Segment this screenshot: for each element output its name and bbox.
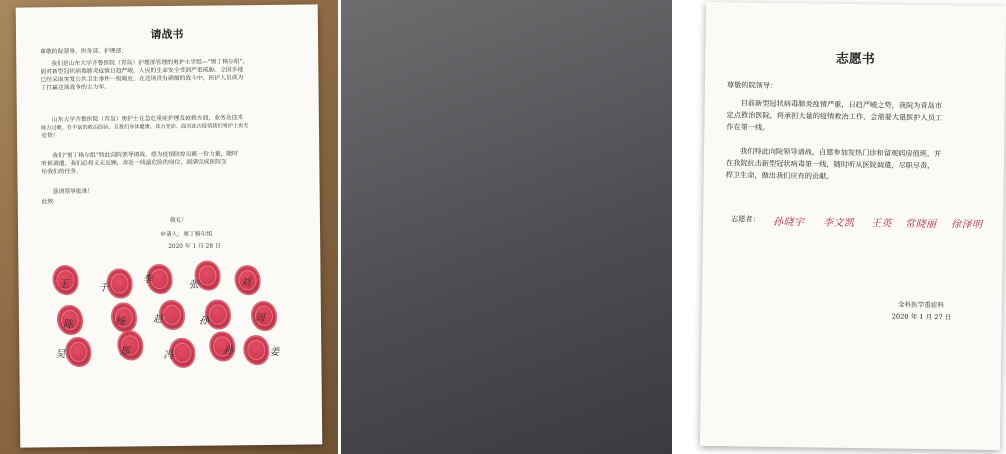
red-fingerprint bbox=[243, 335, 269, 365]
petition-para1-line: 已经采取突发公共卫生事件一级响应。在这场没有硝烟的战斗中，医护人员成为 bbox=[40, 75, 244, 84]
handwritten-signature: 姜 bbox=[269, 346, 280, 358]
photo-right-volunteer-letter bbox=[341, 0, 983, 454]
handwritten-signature: 杨 bbox=[114, 316, 126, 328]
handwritten-signature: 王 bbox=[58, 279, 69, 291]
red-fingerprint bbox=[65, 337, 91, 367]
volunteer-date: 2020 年 1 月 27 日 bbox=[891, 312, 952, 322]
red-fingerprint bbox=[106, 268, 132, 298]
handwritten-signature: 郑 bbox=[119, 346, 130, 358]
petition-para2-line: 山东大学齐鲁医院（青岛）男护士在急危重症护理及抢救方面，业务及技术 bbox=[51, 115, 244, 124]
volunteer-signature: 徐泽明 bbox=[950, 219, 983, 231]
volunteer-salutation: 尊敬的院领导： bbox=[726, 80, 778, 90]
petition-para3-line: 听候调遣，我们必将义无反顾，奔赴一线最危险的岗位，圆满完成医院交 bbox=[41, 159, 227, 168]
petition-para3-line: 我们“男丁格尔组”特此向院领导请战，愿为疫情防控贡献一份力量，随时 bbox=[52, 151, 238, 160]
volunteer-para1-line: 目前新型冠状病毒肺炎疫情严重，日趋严峻之势，我院为青岛市 bbox=[740, 98, 943, 111]
handwritten-signature: 刘 bbox=[240, 277, 251, 289]
volunteer-department: 全科医学重症科 bbox=[897, 300, 945, 310]
petition-para2-line: 旁贷！ bbox=[41, 133, 59, 140]
handwritten-signature: 张 bbox=[188, 279, 199, 291]
petition-closing-2: 此致 bbox=[41, 199, 54, 206]
petition-applicant: 申请人：男丁格尔组 bbox=[160, 231, 213, 239]
petition-para2-line: 能力过硬，有丰富的救治经验，且我们身体健康、体力充沛，面对此次疫情我们男护士责无 bbox=[40, 123, 249, 132]
petition-salute: 敬礼！ bbox=[169, 217, 188, 224]
petition-para1-line: 我们是山东大学齐鲁医院（青岛）护理部管理的男护士学组—“男丁格尔组”， bbox=[51, 59, 249, 68]
handwritten-signature: 孙 bbox=[198, 315, 210, 327]
handwritten-signature: 陈 bbox=[62, 319, 74, 331]
handwritten-signature: 吴 bbox=[55, 349, 66, 361]
volunteers-label: 志愿者： bbox=[731, 214, 760, 224]
volunteer-para2-line: 在我院抗击新型冠状病毒第一线，随时听从医院调遣，尽职尽责， bbox=[725, 158, 935, 171]
volunteer-signature: 孙晓宇 bbox=[772, 216, 805, 229]
photo-left-petition bbox=[0, 0, 338, 454]
volunteer-signature: 常晓丽 bbox=[904, 218, 937, 231]
petition-salutation: 尊敬的院领导、医务部、护理部： bbox=[40, 48, 128, 56]
volunteer-para1-line: 定点救治医院，将承担大量的疫情救治工作，会需要大量医护人员工 bbox=[726, 110, 943, 123]
petition-title: 请战书 bbox=[150, 27, 184, 42]
handwritten-signature: 孙 bbox=[223, 345, 234, 357]
petition-para1-line: 了打赢这场战争的主力军。 bbox=[40, 84, 111, 92]
handwritten-signature: 周 bbox=[254, 313, 266, 325]
petition-closing: 恳请领导批准！ bbox=[52, 188, 94, 196]
volunteer-signature: 李文凯 bbox=[822, 217, 855, 230]
volunteer-title: 志愿书 bbox=[835, 51, 875, 68]
petition-letter-paper bbox=[16, 4, 323, 447]
volunteer-signature: 王英 bbox=[870, 218, 893, 230]
volunteer-para2-line: 捍卫生命，做出我们应有的贡献。 bbox=[725, 170, 834, 181]
volunteer-letter-paper bbox=[700, 2, 1006, 450]
petition-para3-line: 给我们的任务。 bbox=[41, 168, 83, 176]
petition-para1-line: 面对新型冠状病毒肺炎疫情日趋严峻，人民的生命安全受到严重威胁。全国多地 bbox=[40, 67, 244, 76]
handwritten-signature: 于 bbox=[98, 282, 109, 294]
volunteer-para1-line: 作在第一线。 bbox=[726, 122, 770, 132]
handwritten-signature: 赵 bbox=[152, 314, 164, 326]
handwritten-signature: 冯 bbox=[163, 349, 174, 362]
petition-date: 2020 年 1 月 28 日 bbox=[168, 243, 221, 251]
handwritten-signature: 李 bbox=[142, 274, 153, 286]
volunteer-para2-line: 我们特此向院领导请战，自愿参加发热门诊和留观病房值班，并 bbox=[739, 146, 942, 159]
